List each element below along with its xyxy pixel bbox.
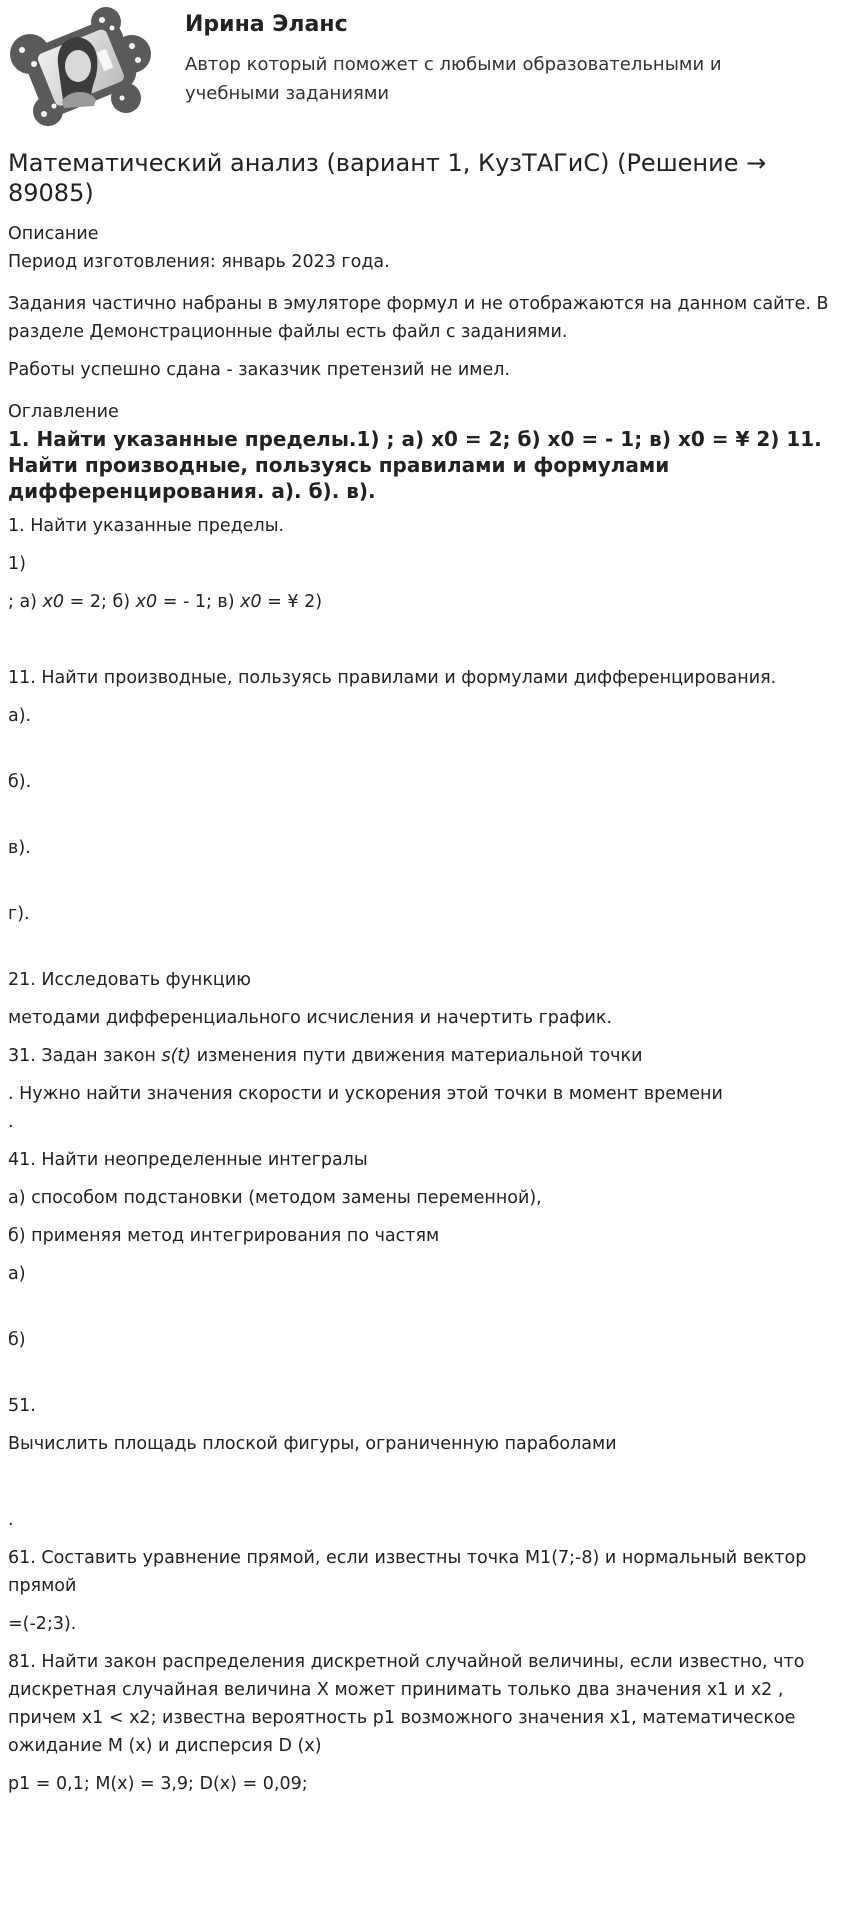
task-text: 1) xyxy=(8,554,26,574)
toc-heading: 1. Найти указанные пределы.1) ; а) x0 = 2; б) x0 = - 1; в) x0 = ¥ 2) 11. Найти производные, пользуясь правилами и формулами дифференцирования. а). б). в). xyxy=(8,427,822,503)
task-text: а) xyxy=(8,1264,26,1284)
variable-x0: x0 xyxy=(42,592,65,612)
task-text: p1 = 0,1; M(x) = 3,9; D(x) = 0,09; xyxy=(8,1774,308,1794)
variable-x0: x0 xyxy=(135,592,158,612)
task-text: 1. Найти указанные пределы. xyxy=(8,516,285,536)
author-block xyxy=(0,0,847,140)
task-fragment: ; а) xyxy=(8,592,43,612)
task-text: а) способом подстановки (методом замены переменной), xyxy=(8,1188,542,1208)
task-text: а). xyxy=(8,706,32,726)
task-text: б). xyxy=(8,772,32,792)
task-fragment: = - 1; в) xyxy=(157,592,241,612)
author-name[interactable]: Ирина Эланс xyxy=(185,12,348,37)
task-fragment: = 2; б) xyxy=(64,592,136,612)
task-fragment: 31. Задан закон xyxy=(8,1046,162,1066)
task-text: 81. Найти закон распределения дискретной случайной величины, если известно, что дискретная случайная величина X может принимать только два значения x1 и x2 , причем x1 < x2; известна вероятность p1 возможного значения x1, математическое ожидание M (x) и дисперсия D (x) xyxy=(8,1652,805,1756)
task-text: 41. Найти неопределенные интегралы xyxy=(8,1150,368,1170)
task-text: в). xyxy=(8,838,31,858)
description-label: Описание xyxy=(8,224,99,244)
avatar[interactable] xyxy=(8,6,152,128)
task-text: 51. xyxy=(8,1396,36,1416)
task-text: 11. Найти производные, пользуясь правилами и формулами дифференцирования. xyxy=(8,668,777,688)
variable-st: s(t) xyxy=(161,1046,192,1066)
task-text: . xyxy=(8,1510,14,1530)
description-paragraph: Период изготовления: январь 2023 года. xyxy=(8,252,390,272)
author-description: Автор который поможет с любыми образовательными и учебными заданиями xyxy=(185,54,722,104)
task-text: =(-2;3). xyxy=(8,1614,77,1634)
task-fragment: = ¥ 2) xyxy=(261,592,323,612)
description-paragraph: Работы успешно сдана - заказчик претензий не имел. xyxy=(8,360,510,380)
task-fragment: изменения пути движения материальной точки xyxy=(191,1046,643,1066)
task-text: 21. Исследовать функцию xyxy=(8,970,251,990)
task-text: б) применяя метод интегрирования по частям xyxy=(8,1226,440,1246)
task-text: г). xyxy=(8,904,30,924)
task-text: . xyxy=(8,1112,14,1132)
toc-label: Оглавление xyxy=(8,402,119,422)
task-text: б) xyxy=(8,1330,26,1350)
task-text xyxy=(8,1042,838,1070)
task-text xyxy=(8,588,838,616)
task-text: Вычислить площадь плоской фигуры, ограниченную параболами xyxy=(8,1434,617,1454)
task-text: . Нужно найти значения скорости и ускорения этой точки в момент времени xyxy=(8,1084,723,1104)
task-text: методами дифференциального исчисления и начертить график. xyxy=(8,1008,613,1028)
work-content xyxy=(8,148,838,1798)
avatar-frame-icon xyxy=(8,6,152,128)
page-title: Математический анализ (вариант 1, КузТАГиС) (Решение → 89085) xyxy=(8,149,767,207)
task-text: 61. Составить уравнение прямой, если известны точка M1(7;-8) и нормальный вектор прямой xyxy=(8,1548,807,1596)
description-paragraph: Задания частично набраны в эмуляторе формул и не отображаются на данном сайте. В разделе Демонстрационные файлы есть файл с заданиями. xyxy=(8,294,829,342)
variable-x0: x0 xyxy=(240,592,262,612)
